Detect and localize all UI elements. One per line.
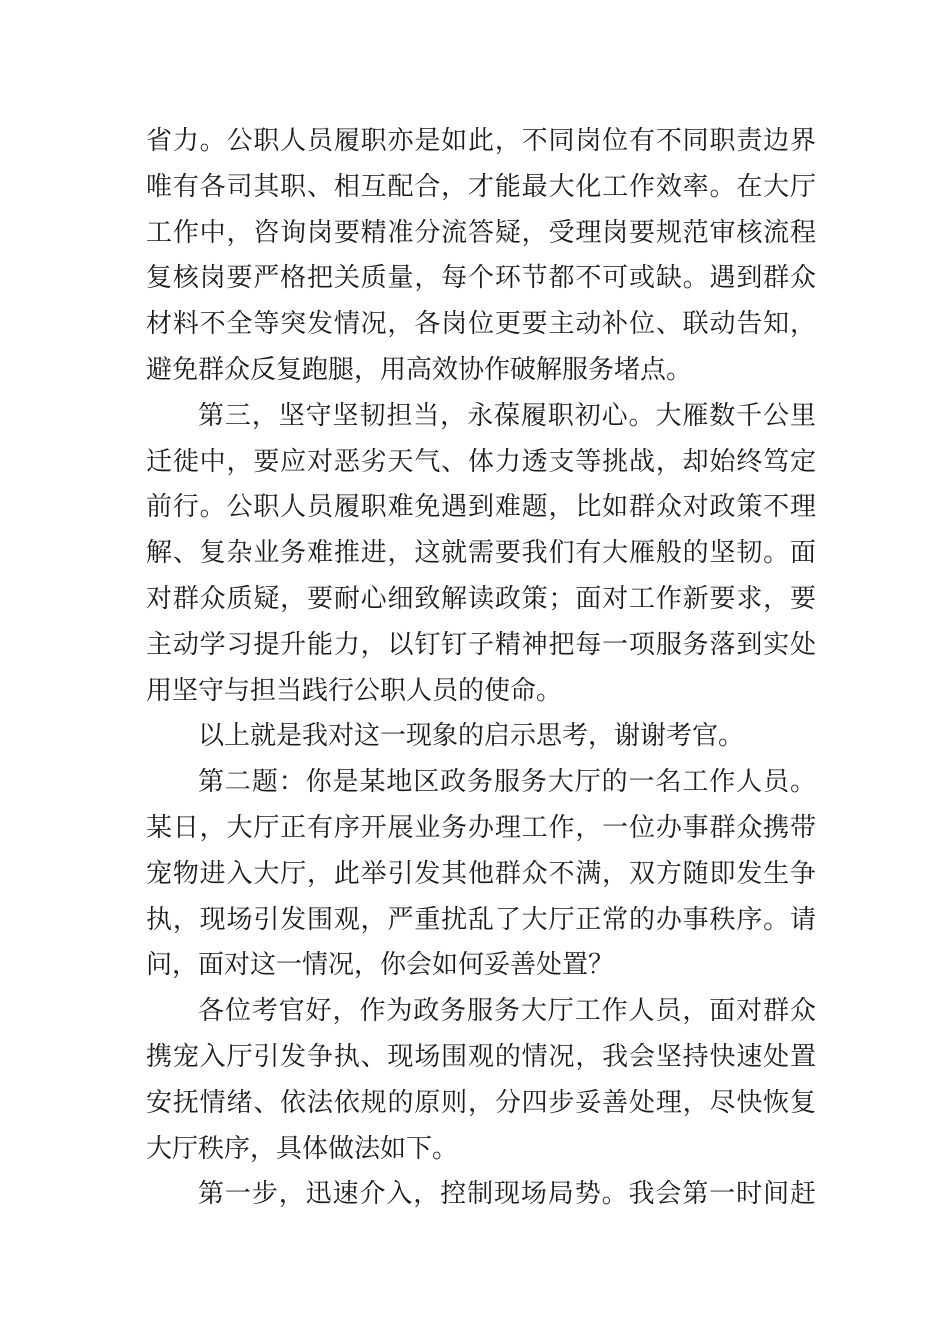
- paragraph-first-line: 第一步，迅速介入，控制现场局势。我会第一时间赶: [198, 1179, 816, 1210]
- text-line: 携宠入厅引发争执、现场围观的情况，我会坚持快速处置: [146, 1041, 816, 1072]
- paragraph-first-line: 第二题：你是某地区政务服务大厅的一名工作人员。: [198, 767, 816, 798]
- text-line: 前行。公职人员履职难免遇到难题，比如群众对政策不理: [146, 492, 816, 523]
- text-line: 工作中，咨询岗要精准分流答疑，受理岗要规范审核流程: [146, 217, 816, 248]
- paragraph-first-line: 以上就是我对这一现象的启示思考，谢谢考官。: [198, 721, 745, 752]
- text-line: 安抚情绪、依法依规的原则，分四步妥善处理，尽快恢复: [146, 1087, 816, 1118]
- text-line: 某日，大厅正有序开展业务办理工作，一位办事群众携带: [146, 812, 816, 843]
- text-line: 执，现场引发围观，严重扰乱了大厅正常的办事秩序。请: [146, 904, 816, 935]
- paragraph-first-line: 第三，坚守坚韧担当，永葆履职初心。大雁数千公里: [198, 400, 816, 431]
- text-line: 解、复杂业务难推进，这就需要我们有大雁般的坚韧。面: [146, 538, 816, 569]
- text-line: 材料不全等突发情况，各岗位更要主动补位、联动告知，: [146, 309, 816, 340]
- text-line: 问，面对这一情况，你会如何妥善处置？: [146, 950, 615, 981]
- text-line: 大厅秩序，具体做法如下。: [146, 1133, 459, 1164]
- document-body: [146, 119, 816, 1218]
- text-line: 对群众质疑，要耐心细致解读政策；面对工作新要求，要: [146, 583, 816, 614]
- text-line: 省力。公职人员履职亦是如此，不同岗位有不同职责边界: [146, 126, 816, 156]
- text-line: 复核岗要严格把关质量，每个环节都不可或缺。遇到群众: [146, 263, 816, 294]
- text-line: 用坚守与担当践行公职人员的使命。: [146, 675, 563, 706]
- text-line: 避免群众反复跑腿，用高效协作破解服务堵点。: [146, 354, 693, 385]
- text-line: 唯有各司其职、相互配合，才能最大化工作效率。在大厅: [146, 171, 816, 202]
- paragraph-first-line: 各位考官好，作为政务服务大厅工作人员，面对群众: [198, 996, 816, 1027]
- text-line: 主动学习提升能力，以钉钉子精神把每一项服务落到实处: [146, 629, 816, 660]
- text-line: 宠物进入大厅，此举引发其他群众不满，双方随即发生争: [146, 858, 816, 889]
- text-line: 迁徙中，要应对恶劣天气、体力透支等挑战，却始终笃定: [146, 446, 816, 477]
